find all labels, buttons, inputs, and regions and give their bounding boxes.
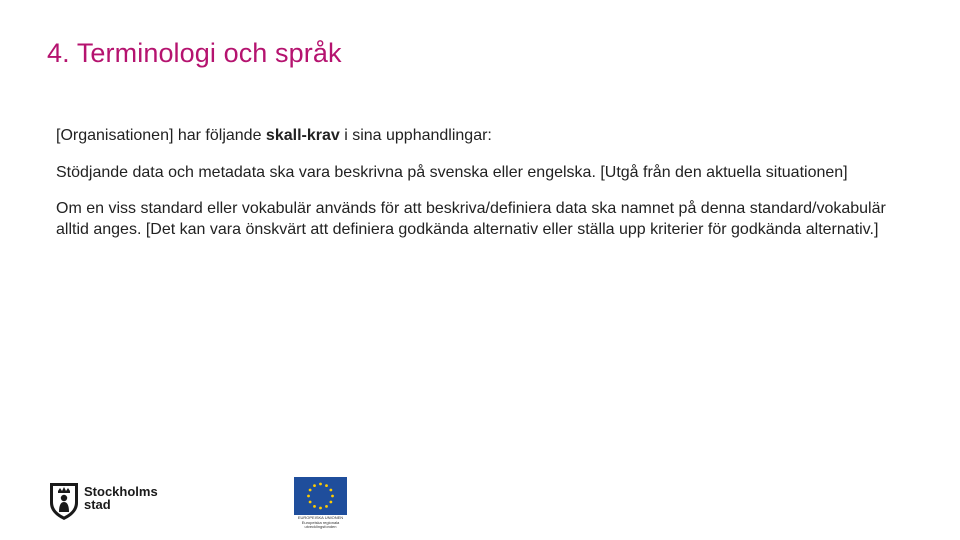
eu-logo-line2: Europeiska regionala: [301, 519, 340, 525]
stockholm-logo: [48, 479, 168, 521]
paragraph-language: Stödjande data och metadata ska vara beskrivna på svenska eller engelska. [Utgå från den aktuella situationen]: [56, 163, 848, 181]
eu-star: [329, 501, 332, 504]
eu-star: [325, 484, 328, 487]
eu-star: [309, 501, 312, 504]
intro-text-post: i sina upphandlingar:: [339, 127, 492, 144]
eu-flag-icon: [294, 477, 347, 515]
slide-body: [56, 126, 896, 256]
intro-paragraph: [56, 126, 896, 147]
eu-star: [313, 484, 316, 487]
eu-star: [325, 505, 328, 508]
eu-star: [329, 489, 332, 492]
intro-text-pre: [Organisationen] har följande: [56, 127, 266, 144]
eu-logo: [293, 477, 348, 532]
eu-star: [319, 483, 322, 486]
eu-star: [331, 495, 334, 498]
slide-title: 4. Terminologi och språk: [47, 38, 342, 68]
eu-logo-caption: [293, 516, 348, 530]
stockholm-logo-text: [84, 485, 158, 511]
city-crown-shield-icon: [48, 479, 80, 521]
eu-logo-line3: utvecklingsfonden: [304, 524, 337, 529]
paragraph-standard: Om en viss standard eller vokabulär används för att beskriva/definiera data ska namnet på denna standard/vokabulär alltid anges. [Det kan vara önskvärt att definiera godkända alternativ eller ställa upp kriterier för godkända alternativ.]: [56, 200, 886, 238]
eu-logo-line1: EUROPEISKA UNIONEN: [297, 515, 344, 520]
eu-star: [309, 489, 312, 492]
intro-text-bold: skall-krav: [265, 127, 340, 144]
stockholm-logo-line1: Stockholms: [84, 484, 158, 499]
eu-star: [313, 505, 316, 508]
stockholm-logo-line2: stad: [84, 497, 111, 512]
eu-star: [307, 495, 310, 498]
eu-star: [319, 507, 322, 510]
